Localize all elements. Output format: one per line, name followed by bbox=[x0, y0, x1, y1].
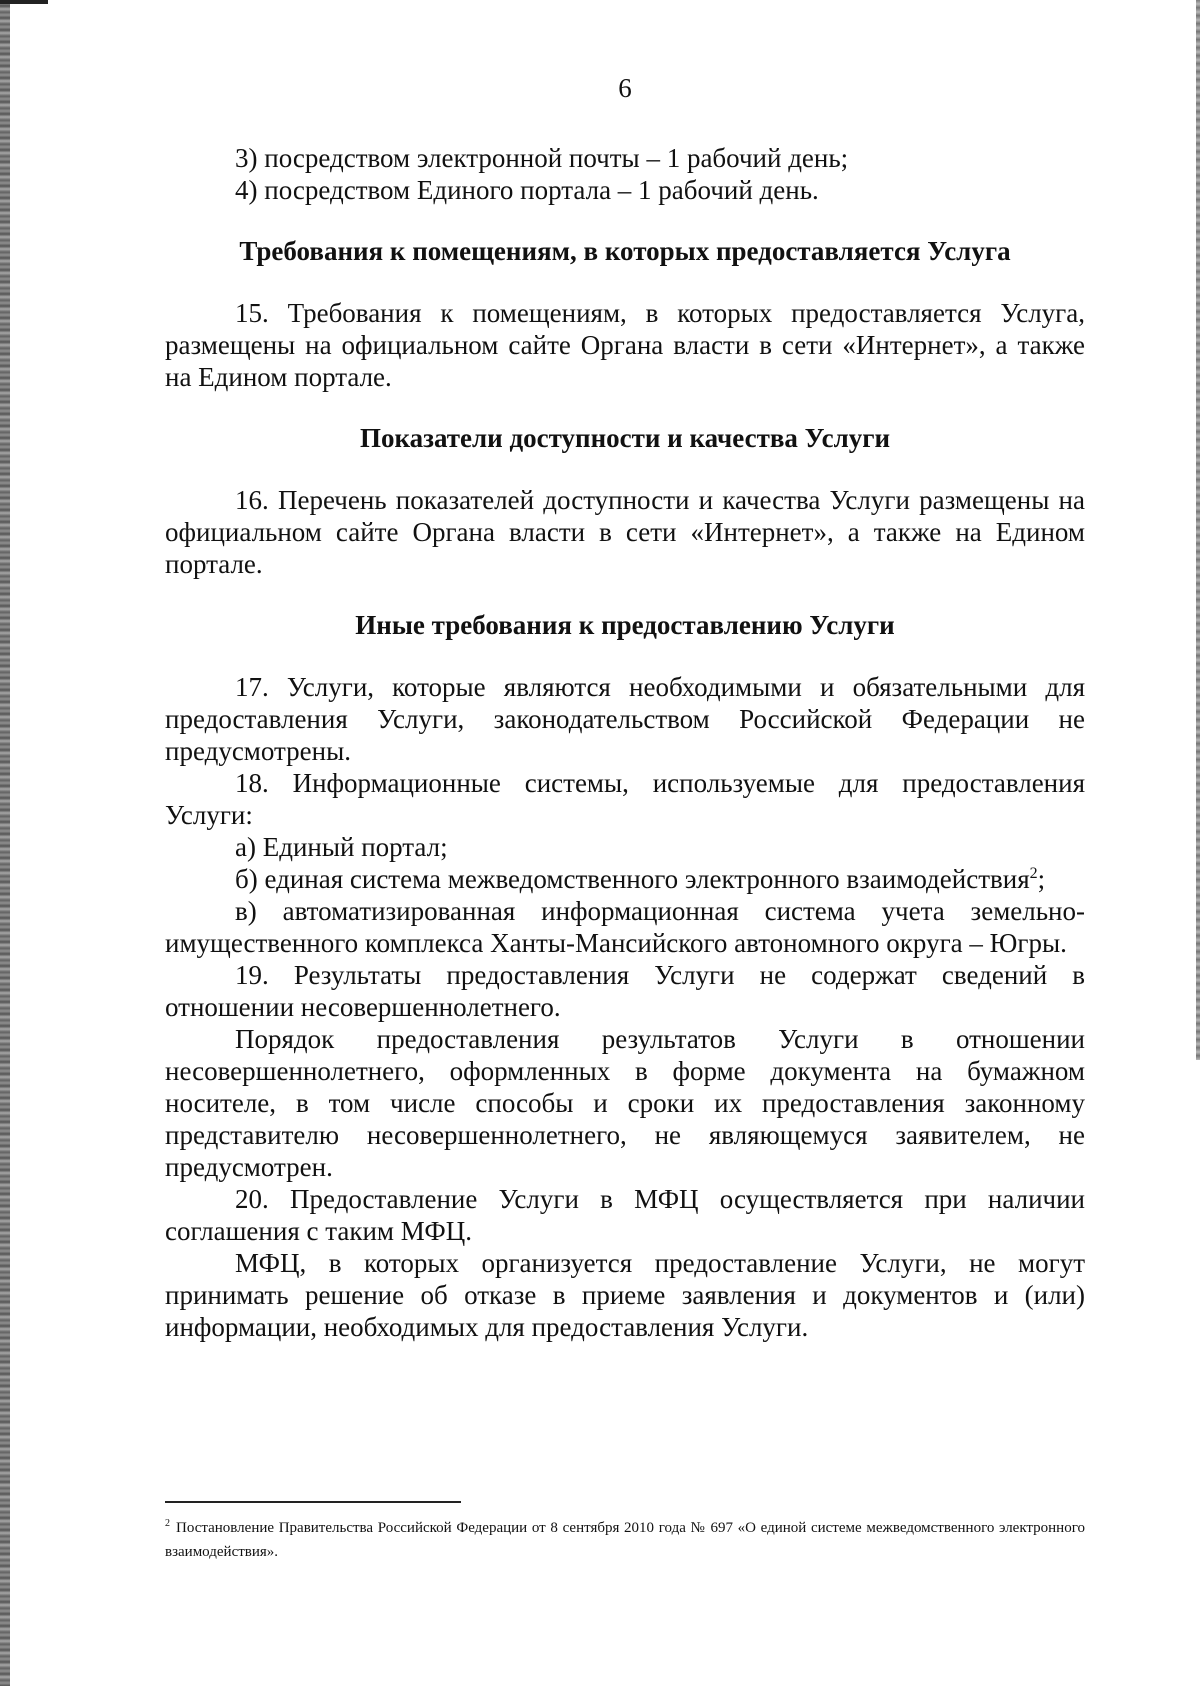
paragraph-20-mfc: МФЦ, в которых организуется предоставление Услуги, не могут принимать решение об отказе в приеме заявления и документов и (или) информации, необходимых для предоставления Услуги. bbox=[165, 1248, 1085, 1342]
list-item-4: 4) посредством Единого портала – 1 рабочий день. bbox=[235, 175, 819, 205]
paragraph-19: 19. Результаты предоставления Услуги не содержат сведений в отношении несовершеннолетнего. bbox=[165, 960, 1085, 1022]
paragraph-16: 16. Перечень показателей доступности и качества Услуги размещены на официальном сайте Органа власти в сети «Интернет», а также на Едином портале. bbox=[165, 485, 1085, 579]
page-number: 6 bbox=[618, 73, 632, 103]
section-heading-other: Иные требования к предоставлению Услуги bbox=[355, 610, 895, 640]
paragraph-18-a: а) Единый портал; bbox=[235, 832, 448, 862]
footnote-reference: 2 bbox=[1029, 865, 1038, 882]
paragraph-18: 18. Информационные системы, используемые для предоставления Услуги: bbox=[165, 768, 1085, 830]
paragraph-19-order: Порядок предоставления результатов Услуги в отношении несовершеннолетнего, оформленных в форме документа на бумажном носителе, в том числе способы и сроки их предоставления законному представителю несовершеннолетнего, не являющемуся заявителем, не предусмотрен. bbox=[165, 1024, 1085, 1182]
footnote-text: Постановление Правительства Российской Федерации от 8 сентября 2010 года № 697 «О единой системе межведомственного электронного взаимодействия». bbox=[165, 1520, 1085, 1560]
paragraph-18-b-text: б) единая система межведомственного электронного взаимодействия bbox=[235, 864, 1030, 894]
paragraph-18-b-end: ; bbox=[1037, 864, 1046, 894]
scan-edge-right bbox=[1196, 0, 1200, 1060]
footnote-marker: 2 bbox=[165, 1518, 170, 1529]
section-heading-premises: Требования к помещениям, в которых предоставляется Услуга bbox=[239, 236, 1011, 266]
footnote bbox=[165, 1516, 1085, 1564]
paragraph-15: 15. Требования к помещениям, в которых предоставляется Услуга, размещены на официальном сайте Органа власти в сети «Интернет», а также на Едином портале. bbox=[165, 298, 1085, 392]
section-heading-quality: Показатели доступности и качества Услуги bbox=[359, 423, 891, 453]
scan-edge-left bbox=[0, 0, 10, 1686]
paragraph-17: 17. Услуги, которые являются необходимыми и обязательными для предоставления Услуги, законодательством Российской Федерации не предусмотрены. bbox=[165, 672, 1085, 766]
paragraph-18-v: в) автоматизированная информационная система учета земельно-имущественного комплекса Ханты-Мансийского автономного округа – Югры. bbox=[165, 896, 1085, 958]
list-item-3: 3) посредством электронной почты – 1 рабочий день; bbox=[235, 143, 849, 173]
scan-edge-top bbox=[0, 0, 48, 4]
document-body bbox=[165, 142, 1085, 1343]
footnote-separator bbox=[165, 1501, 461, 1503]
paragraph-18-b bbox=[165, 863, 1085, 895]
paragraph-20: 20. Предоставление Услуги в МФЦ осуществляется при наличии соглашения с таким МФЦ. bbox=[165, 1184, 1085, 1246]
